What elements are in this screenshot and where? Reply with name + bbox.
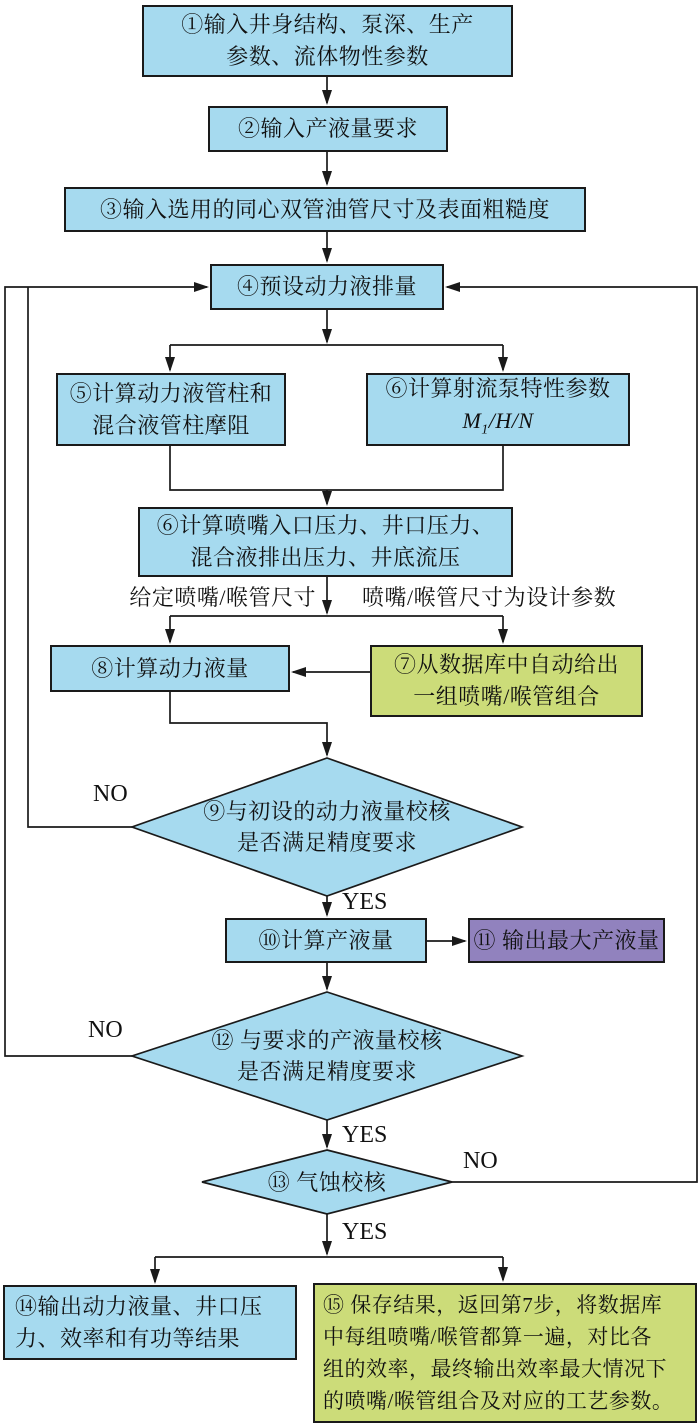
node-step14-line2: 力、效率和有功等结果 [15,1325,241,1351]
node-step8 [50,645,290,692]
node-step11-label: ⑪ 输出最大产液量 [473,927,660,953]
decision-12-text [132,997,522,1115]
no-label-step12: NO [88,1017,123,1043]
node-step14 [3,1285,297,1360]
node-step5-line2: 混合液管柱摩阻 [92,412,250,438]
node-step3-label: ③输入选用的同心双管油管尺寸及表面粗糙度 [99,196,550,222]
node-step1-line2: 参数、流体物性参数 [226,44,429,69]
node-step6-pressure [138,507,513,577]
node-step6-pressure-line2: 混合液排出压力、井底流压 [190,545,461,570]
decision-12-line2: 是否满足精度要求 [236,1059,417,1084]
arrow-step8-step9 [170,692,327,755]
decision-9-line1: ⑨与初设的动力液量校核 [203,799,451,824]
node-step6-pump-formula: $M_1/H/N$ [462,407,534,438]
node-step11 [468,918,665,963]
node-step7-line1: ⑦从数据库中自动给出 [393,652,619,677]
node-step6-pump-line1: ⑥计算射流泵特性参数 [385,375,611,401]
node-step1-line1: ①输入井身结构、泵深、生产 [181,12,474,37]
node-step6-pressure-line1: ⑥计算喷嘴入口压力、井口压力、 [156,513,495,538]
node-step14-line1: ⑭输出动力液量、井口压 [15,1293,263,1319]
no-label-step13: NO [463,1148,498,1174]
yes-label-step13: YES [342,1219,388,1245]
node-step5 [56,373,286,446]
node-step10-label: ⑩计算产液量 [258,927,394,953]
node-step4 [210,264,444,310]
no-label-step9: NO [93,781,128,807]
loop-step9-no [28,287,132,827]
node-step8-label: ⑧计算动力液量 [91,655,249,681]
node-step1 [142,5,513,77]
decision-9-text [132,763,522,891]
branch-label-design: 喷嘴/喉管尺寸为设计参数 [362,585,617,610]
node-step7 [370,645,643,717]
node-step7-line2: 一组喷嘴/喉管组合 [413,684,600,709]
yes-label-step9: YES [342,889,388,915]
branch-label-given: 给定喷嘴/喉管尺寸 [129,585,316,610]
node-step3 [64,187,586,232]
decision-12-line1: ⑫ 与要求的产液量校核 [211,1028,443,1053]
node-step15-line3: 组的效率，最终输出效率最大情况下 [323,1357,667,1381]
node-step15-line4: 的喷嘴/喉管组合及对应的工艺参数。 [323,1389,674,1413]
node-step2 [208,106,448,152]
decision-13-label: ⑬ 气蚀校核 [267,1169,387,1195]
node-step15-line2: 中每组喷嘴/喉管都算一遍，对比各 [323,1325,652,1349]
node-step15 [313,1283,697,1423]
node-step15-line1: ⑮ 保存结果，返回第7步，将数据库 [323,1293,663,1317]
node-step2-label: ②输入产液量要求 [237,116,418,141]
yes-label-step12: YES [342,1122,388,1148]
node-step10 [225,918,427,963]
decision-9-line2: 是否满足精度要求 [236,830,417,855]
node-step5-line1: ⑤计算动力液管柱和 [69,380,273,406]
node-step4-label: ④预设动力液排量 [236,274,417,299]
merge-line-56 [170,446,503,490]
decision-13-text [202,1152,452,1212]
node-step6-pump [366,373,630,446]
